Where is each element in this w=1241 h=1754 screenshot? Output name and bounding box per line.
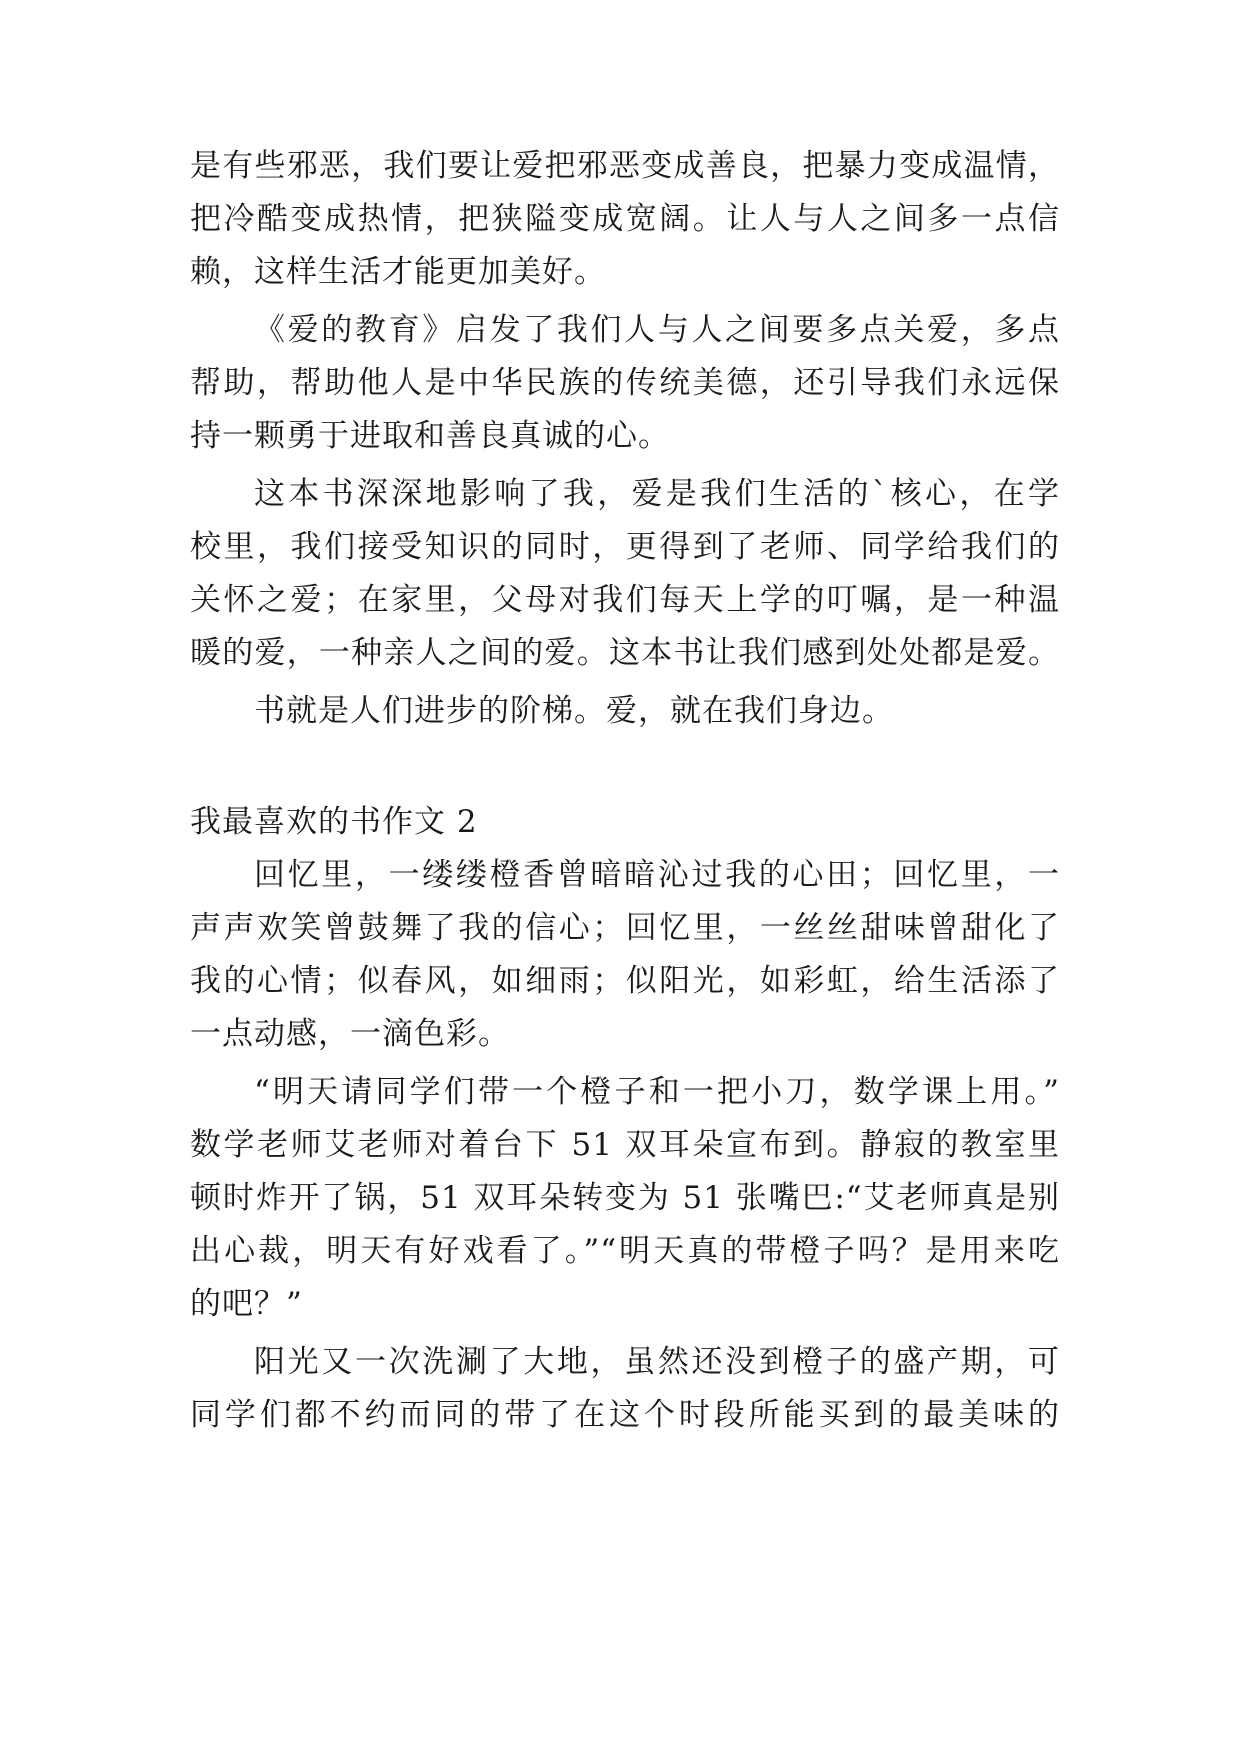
paragraph-line: “明天请同学们带一个橙子和一把小刀，数学课上用。” <box>254 1074 1060 1110</box>
section-heading: 我最喜欢的书作文 2 <box>190 804 478 840</box>
paragraph-line: 暖的爱，一种亲人之间的爱。这本书让我们感到处处都是爱。 <box>190 635 1060 671</box>
paragraph-line: 阳光又一次洗涮了大地，虽然还没到橙子的盛产期，可 <box>254 1344 1060 1380</box>
paragraph-line: 把冷酷变成热情，把狭隘变成宽阔。让人与人之间多一点信 <box>190 201 1060 237</box>
paragraph-line: 校里，我们接受知识的同时，更得到了老师、同学给我们的 <box>190 529 1060 565</box>
paragraph-line: 这本书深深地影响了我，爱是我们生活的`核心，在学 <box>254 476 1060 512</box>
paragraph-line: 顿时炸开了锅，51 双耳朵转变为 51 张嘴巴:“艾老师真是别 <box>190 1180 1060 1216</box>
paragraph-line: 《爱的教育》启发了我们人与人之间要多点关爱，多点 <box>254 312 1060 348</box>
paragraph-line: 持一颗勇于进取和善良真诚的心。 <box>190 418 670 454</box>
paragraph-line: 一点动感，一滴色彩。 <box>190 1016 510 1052</box>
paragraph-line: 声声欢笑曾鼓舞了我的信心；回忆里，一丝丝甜味曾甜化了 <box>190 910 1060 946</box>
paragraph-line: 数学老师艾老师对着台下 51 双耳朵宣布到。静寂的教室里 <box>190 1127 1060 1163</box>
paragraph-line: 关怀之爱；在家里，父母对我们每天上学的叮嘱，是一种温 <box>190 582 1060 618</box>
paragraph-line: 我的心情；似春风，如细雨；似阳光，如彩虹，给生活添了 <box>190 963 1060 999</box>
paragraph-line: 回忆里，一缕缕橙香曾暗暗沁过我的心田；回忆里，一 <box>254 857 1060 893</box>
paragraph-line: 出心裁，明天有好戏看了。”“明天真的带橙子吗？是用来吃 <box>190 1233 1060 1269</box>
paragraph-line: 帮助，帮助他人是中华民族的传统美德，还引导我们永远保 <box>190 365 1060 401</box>
paragraph-line: 同学们都不约而同的带了在这个时段所能买到的最美味的 <box>190 1397 1060 1433</box>
paragraph-line: 的吧？” <box>190 1286 303 1322</box>
paragraph-line: 赖，这样生活才能更加美好。 <box>190 254 606 290</box>
paragraph-line: 书就是人们进步的阶梯。爱，就在我们身边。 <box>254 693 894 729</box>
paragraph-line: 是有些邪恶，我们要让爱把邪恶变成善良，把暴力变成温情， <box>190 148 1060 184</box>
